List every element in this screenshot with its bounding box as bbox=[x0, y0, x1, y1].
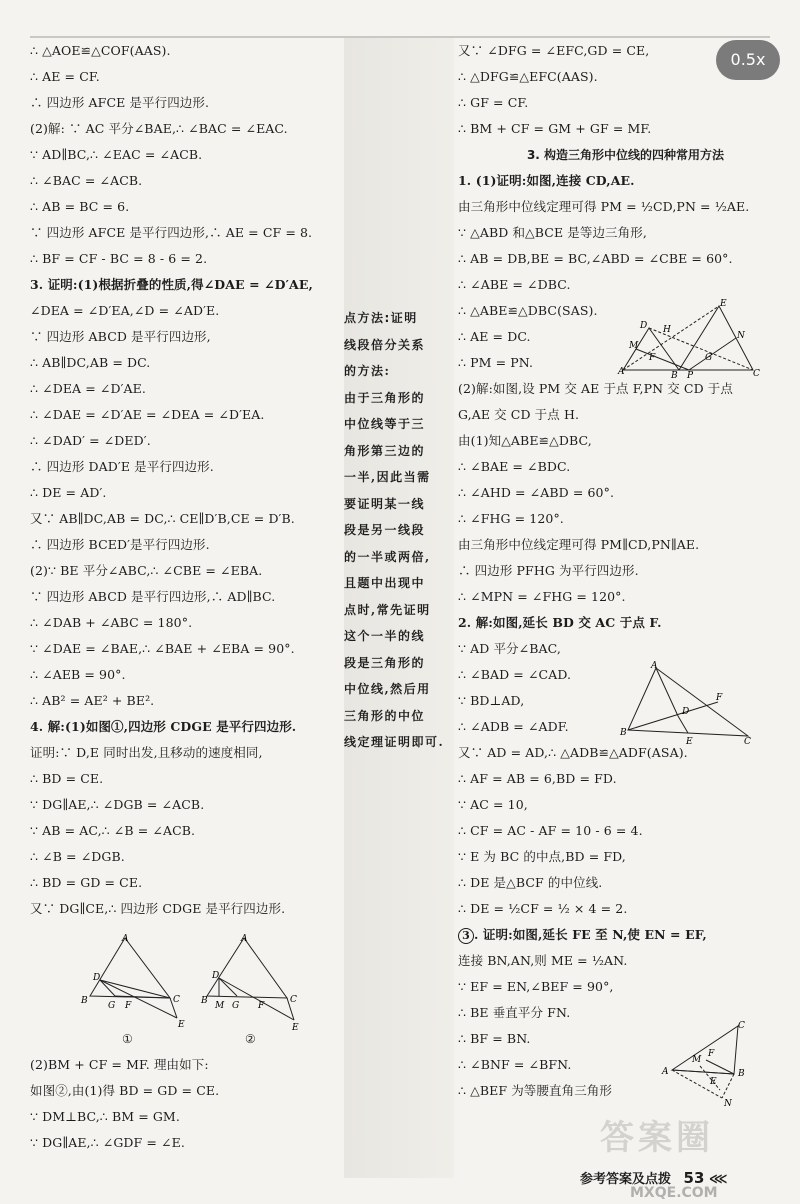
text-line: 又∵ AD = AD,∴ △ADB≌△ADF(ASA). bbox=[458, 745, 688, 760]
svg-text:F: F bbox=[716, 693, 723, 703]
text-line: 由三角形中位线定理可得 PM∥CD,PN∥AE. bbox=[458, 537, 700, 552]
section-title: 3. 构造三角形中位线的四种常用方法 bbox=[526, 148, 725, 162]
text-line: (2)BM + CF = MF. 理由如下: bbox=[30, 1057, 209, 1072]
method-tip-line: 三角形的中位 bbox=[344, 708, 426, 723]
text-line: ∴ PM = PN. bbox=[458, 355, 534, 370]
text-line: ∴ BD = GD = CE. bbox=[30, 875, 143, 890]
text-line: ∴ DE 是△BCF 的中位线. bbox=[458, 875, 603, 890]
svg-text:E: E bbox=[710, 1077, 717, 1087]
svg-text:D: D bbox=[682, 707, 690, 717]
svg-text:N: N bbox=[737, 331, 745, 341]
text-line: ∴ △DFG≌△EFC(AAS). bbox=[458, 69, 598, 84]
svg-text:A: A bbox=[241, 934, 248, 944]
text-line: ∴ △ABE≌△DBC(SAS). bbox=[458, 303, 598, 318]
figure-equilateral-triangles bbox=[615, 298, 765, 381]
text-line: ∵ △ABD 和△BCE 是等边三角形, bbox=[458, 225, 647, 240]
text-line: ∴ CF = AC - AF = 10 - 6 = 4. bbox=[458, 823, 643, 838]
svg-text:A: A bbox=[651, 661, 658, 671]
method-tip-line: 段是另一线段 bbox=[344, 523, 426, 537]
text-line: ∵ ∠DAE = ∠BAE,∴ ∠BAE + ∠EBA = 90°. bbox=[30, 641, 295, 656]
method-tip-line: 由于三角形的 bbox=[344, 390, 426, 405]
svg-text:N: N bbox=[724, 1099, 732, 1109]
svg-text:A: A bbox=[122, 934, 129, 944]
svg-text:P: P bbox=[687, 371, 694, 381]
text-line: ∴ GF = CF. bbox=[458, 95, 529, 110]
text-line: ∴ ∠DAD′ = ∠DED′. bbox=[30, 433, 151, 448]
svg-text:M: M bbox=[692, 1055, 702, 1065]
method-tip-line: 要证明某一线 bbox=[344, 496, 426, 511]
svg-text:B: B bbox=[201, 996, 208, 1006]
text-line: ∴ ∠FHG = 120°. bbox=[458, 511, 564, 526]
method-tip-line: 这个一半的线 bbox=[344, 629, 426, 643]
text-line: ∵ 四边形 AFCE 是平行四边形,∴ AE = CF = 8. bbox=[30, 225, 313, 240]
text-line: ∴ DE = AD′. bbox=[30, 485, 107, 500]
text-line: ∵ BD⊥AD, bbox=[458, 693, 525, 708]
svg-text:A: A bbox=[618, 367, 625, 377]
text-line: ∵ DG∥AE,∴ ∠DGB = ∠ACB. bbox=[30, 797, 205, 812]
svg-text:B: B bbox=[738, 1069, 745, 1079]
text-line: ∴ ∠DEA = ∠D′AE. bbox=[30, 381, 146, 396]
site-watermark: MXQE.COM bbox=[630, 1185, 718, 1201]
text-line: ∴ AE = DC. bbox=[458, 329, 531, 344]
svg-text:G: G bbox=[108, 1001, 116, 1011]
text-line: ∴ △BEF 为等腰直角三角形 bbox=[458, 1083, 612, 1098]
text-line: ∵ 四边形 ABCD 是平行四边形,∴ AD∥BC. bbox=[30, 589, 276, 604]
method-tip-line: 线段倍分关系 bbox=[344, 337, 426, 352]
figure-2-label: ② bbox=[245, 1032, 256, 1046]
method-tip-line: 且题中出现中 bbox=[344, 576, 426, 590]
text-line: ∴ 四边形 DAD′E 是平行四边形. bbox=[30, 459, 214, 474]
text-line: (2)解:如图,设 PM 交 AE 于点 F,PN 交 CD 于点 bbox=[458, 381, 733, 396]
text-line: ∵ EF = EN,∠BEF = 90°, bbox=[458, 979, 614, 994]
left-column bbox=[30, 38, 350, 922]
svg-text:E: E bbox=[178, 1020, 185, 1030]
text-line: ∴ AF = AB = 6,BD = FD. bbox=[458, 771, 617, 786]
method-tip-line: 角形第三边的 bbox=[344, 443, 426, 458]
svg-text:B: B bbox=[81, 996, 88, 1006]
text-line: 2. 解:如图,延长 BD 交 AC 于点 F. bbox=[458, 615, 662, 630]
text-line: 4. 解:(1)如图①,四边形 CDGE 是平行四边形. bbox=[30, 719, 297, 734]
svg-text:C: C bbox=[744, 737, 751, 747]
text-line: ∵ DG∥AE,∴ ∠GDF = ∠E. bbox=[30, 1135, 185, 1150]
problem-3-first-line: 3 . 证明:如图,延长 FE 至 N,使 EN = EF, bbox=[458, 922, 793, 948]
zoom-badge[interactable]: 0.5x bbox=[716, 40, 780, 80]
method-tip-title: 点方法:证明 bbox=[344, 311, 418, 325]
text-line: (2)解: ∵ AC 平分∠BAE,∴ ∠BAC = ∠EAC. bbox=[30, 121, 288, 136]
svg-text:E: E bbox=[686, 737, 693, 747]
text-line: ∴ 四边形 BCED′是平行四边形. bbox=[30, 537, 210, 552]
svg-text:C: C bbox=[738, 1021, 745, 1031]
text-line: ∴ ∠ADB = ∠ADF. bbox=[458, 719, 569, 734]
text-line: ∴ ∠MPN = ∠FHG = 120°. bbox=[458, 589, 626, 604]
problem-3-number: 3 bbox=[458, 928, 474, 944]
figure-2-triangle bbox=[202, 932, 317, 1042]
text-line: ∴ ∠BNF = ∠BFN. bbox=[458, 1057, 572, 1072]
text-line: ∴ ∠B = ∠DGB. bbox=[30, 849, 125, 864]
svg-text:G: G bbox=[232, 1001, 240, 1011]
text-line: ∴ BE 垂直平分 FN. bbox=[458, 1005, 571, 1020]
svg-text:M: M bbox=[215, 1001, 225, 1011]
text-line: ∴ AB = BC = 6. bbox=[30, 199, 130, 214]
text-line: G,AE 交 CD 于点 H. bbox=[458, 407, 580, 422]
watermark: 答案圈 bbox=[600, 1118, 714, 1158]
text-line: ∴ ∠BAC = ∠ACB. bbox=[30, 173, 143, 188]
svg-text:E: E bbox=[720, 299, 727, 309]
text-line: 证明:∵ D,E 同时出发,且移动的速度相同, bbox=[30, 745, 263, 760]
figure-1-label: ① bbox=[122, 1032, 133, 1046]
text-line: ∴ DE = ½CF = ½ × 4 = 2. bbox=[458, 901, 628, 916]
text-line: 1. (1)证明:如图,连接 CD,AE. bbox=[458, 173, 635, 188]
svg-text:D: D bbox=[93, 973, 101, 983]
svg-text:B: B bbox=[620, 728, 627, 738]
svg-text:C: C bbox=[290, 995, 297, 1005]
text-line: 又∵ AB∥DC,AB = DC,∴ CE∥D′B,CE = D′B. bbox=[30, 511, 295, 526]
text-line: ∴ AE = CF. bbox=[30, 69, 100, 84]
right-column bbox=[458, 38, 793, 1104]
footer-label: 参考答案及点拨 bbox=[580, 1172, 672, 1187]
text-line: ∴ 四边形 PFHG 为平行四边形. bbox=[458, 563, 639, 578]
method-tip-line: 中位线,然后用 bbox=[344, 682, 431, 696]
text-line: 又∵ ∠DFG = ∠EFC,GD = CE, bbox=[458, 43, 650, 58]
text-line: ∴ ∠BAD = ∠CAD. bbox=[458, 667, 572, 682]
method-tip-line: 线定理证明即可. bbox=[344, 735, 445, 749]
text-line: 如图②,由(1)得 BD = GD = CE. bbox=[30, 1083, 220, 1098]
text-line: 又∵ DG∥CE,∴ 四边形 CDGE 是平行四边形. bbox=[30, 901, 286, 916]
figure-isosceles-right-triangle bbox=[660, 1020, 760, 1110]
text-line: ∴ BF = CF - BC = 8 - 6 = 2. bbox=[30, 251, 208, 266]
text-line: ∵ 四边形 ABCD 是平行四边形, bbox=[30, 329, 211, 344]
method-tip-line: 点时,常先证明 bbox=[344, 602, 431, 617]
method-tip-line: 段是三角形的 bbox=[344, 655, 426, 670]
text-line: ∵ AB = AC,∴ ∠B = ∠ACB. bbox=[30, 823, 196, 838]
method-tip-line: 的一半或两倍, bbox=[344, 549, 431, 564]
text-line: ∴ △AOE≌△COF(AAS). bbox=[30, 43, 171, 58]
svg-text:H: H bbox=[663, 325, 671, 335]
text-line: 由三角形中位线定理可得 PM = ½CD,PN = ½AE. bbox=[458, 199, 750, 214]
svg-text:C: C bbox=[753, 369, 760, 379]
text-line: ∠DEA = ∠D′EA,∠D = ∠AD′E. bbox=[30, 303, 220, 318]
text-line: ∵ E 为 BC 的中点,BD = FD, bbox=[458, 849, 626, 864]
page-number: 53 bbox=[683, 1169, 705, 1187]
text-line: ∴ ∠AEB = 90°. bbox=[30, 667, 126, 682]
text-line: ∵ AD∥BC,∴ ∠EAC = ∠ACB. bbox=[30, 147, 203, 162]
footer-arrows: ⋘ bbox=[708, 1172, 728, 1187]
text-line: ∵ DM⊥BC,∴ BM = GM. bbox=[30, 1109, 180, 1124]
text-line: ∴ BM + CF = GM + GF = MF. bbox=[458, 121, 652, 136]
svg-text:F: F bbox=[258, 1001, 265, 1011]
figure-angle-bisector-triangle bbox=[618, 660, 758, 750]
svg-text:A: A bbox=[662, 1067, 669, 1077]
svg-text:D: D bbox=[640, 321, 648, 331]
svg-text:E: E bbox=[292, 1023, 299, 1033]
svg-text:B: B bbox=[671, 371, 678, 381]
text-line: ∵ AD 平分∠BAC, bbox=[458, 641, 561, 656]
text-line: ∴ BF = BN. bbox=[458, 1031, 531, 1046]
svg-text:C: C bbox=[173, 995, 180, 1005]
text-line: ∴ ∠DAB + ∠ABC = 180°. bbox=[30, 615, 193, 630]
svg-text:M: M bbox=[629, 341, 639, 351]
text-line: 3. 证明:(1)根据折叠的性质,得∠DAE = ∠D′AE, bbox=[30, 277, 313, 292]
svg-text:D: D bbox=[212, 971, 220, 981]
text-line: 连接 BN,AN,则 ME = ½AN. bbox=[458, 953, 628, 968]
text-line: ∴ AB² = AE² + BE². bbox=[30, 693, 155, 708]
svg-text:F: F bbox=[708, 1049, 715, 1059]
svg-text:G: G bbox=[705, 353, 713, 363]
left-column-continued bbox=[30, 1052, 350, 1156]
text-line: 由(1)知△ABE≌△DBC, bbox=[458, 433, 592, 448]
text-line: ∴ ∠ABE = ∠DBC. bbox=[458, 277, 571, 292]
text-line: ∴ ∠BAE = ∠BDC. bbox=[458, 459, 571, 474]
method-tip-line: 中位线等于三 bbox=[344, 417, 426, 431]
text-line: ∴ BD = CE. bbox=[30, 771, 104, 786]
text-line: ∴ ∠DAE = ∠D′AE = ∠DEA = ∠D′EA. bbox=[30, 407, 265, 422]
text-line: (2)∵ BE 平分∠ABC,∴ ∠CBE = ∠EBA. bbox=[30, 563, 263, 578]
svg-text:F: F bbox=[649, 353, 656, 363]
method-tip bbox=[344, 305, 452, 756]
text-line: ∴ AB = DB,BE = BC,∠ABD = ∠CBE = 60°. bbox=[458, 251, 733, 266]
method-tip-line: 一半,因此当需 bbox=[344, 470, 431, 484]
svg-text:F: F bbox=[125, 1001, 132, 1011]
text-line: ∴ AB∥DC,AB = DC. bbox=[30, 355, 151, 370]
text-line: ∴ ∠AHD = ∠ABD = 60°. bbox=[458, 485, 615, 500]
text-line: ∵ AC = 10, bbox=[458, 797, 528, 812]
figure-1-triangle bbox=[75, 932, 190, 1042]
method-tip-line: 的方法: bbox=[344, 364, 391, 378]
text-line: ∴ 四边形 AFCE 是平行四边形. bbox=[30, 95, 210, 110]
